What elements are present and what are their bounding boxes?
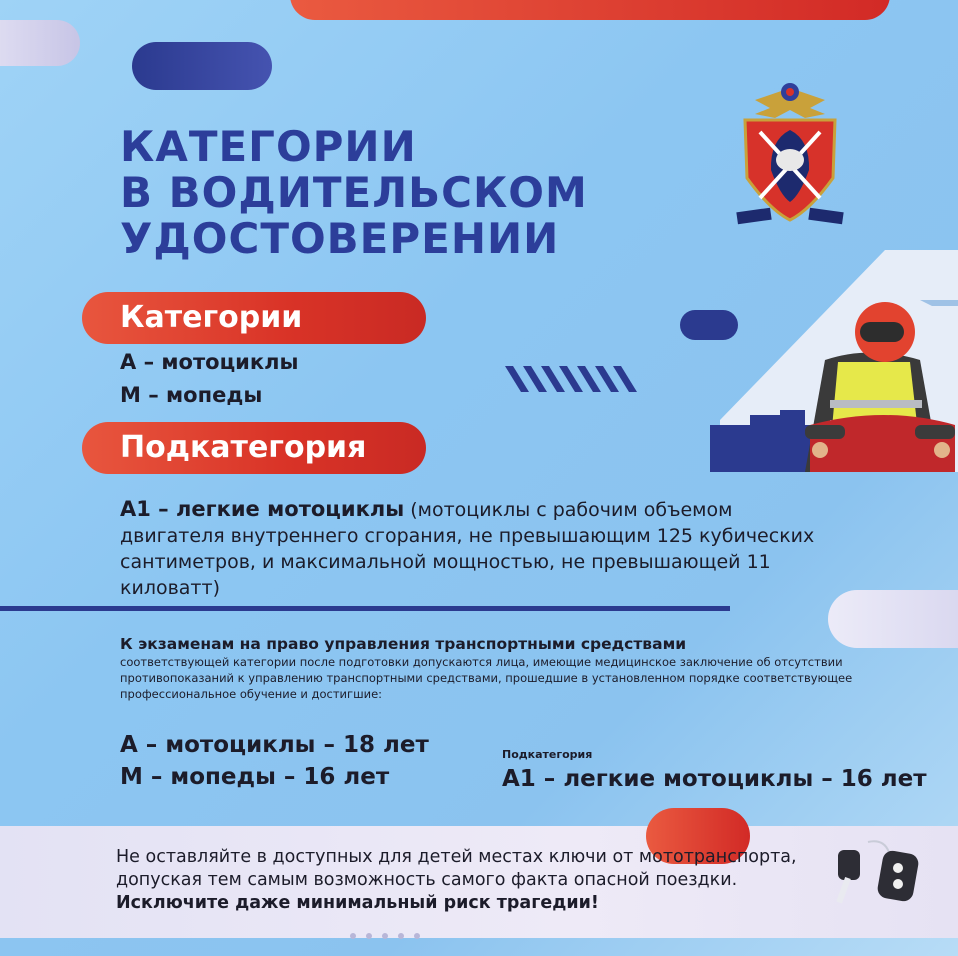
subcategory-details: (мотоциклы с рабочим объемом двигателя внутреннего сгорания, не превышающим 125 кубических сантиметров, и максимальной мощностью, не превышающей 11 киловатт) <box>120 499 815 599</box>
title-line-3: УДОСТОВЕРЕНИИ <box>120 214 560 263</box>
pagination-dot <box>366 933 372 939</box>
subcategory-name: А1 – легкие мотоциклы <box>120 497 405 521</box>
warning-emphasis: Исключите даже минимальный риск трагедии! <box>116 893 599 913</box>
pagination-dots <box>350 933 420 939</box>
subcategory-description <box>120 496 840 601</box>
subcategory-heading: Подкатегория <box>82 422 426 474</box>
exam-body: соответствующей категории после подготовки допускаются лица, имеющие медицинское заключение об отсутствии противопоказаний к управлению транспортными средствами, прошедшие в установленном порядке соответствующее профессиональное обучение и достигшие: <box>120 655 853 701</box>
page-title <box>120 124 588 262</box>
warning-message: Не оставляйте в доступных для детей местах ключи от мототранспорта, допуская тем самым возможность самого факта опасной поездки. <box>116 847 797 890</box>
age-subcategory-label: Подкатегория <box>502 748 593 761</box>
category-a: А – мотоциклы <box>120 350 299 374</box>
section-divider <box>0 606 730 611</box>
pagination-dot <box>382 933 388 939</box>
exam-requirements <box>120 634 890 702</box>
age-category-a: А – мотоциклы – 18 лет <box>120 732 429 758</box>
top-left-lavender-decor <box>0 20 80 66</box>
top-navy-pill-decor <box>132 42 272 90</box>
keys-icon <box>828 838 924 908</box>
age-subcategory-a1: А1 – легкие мотоциклы – 16 лет <box>502 766 927 792</box>
stripes-decor <box>505 366 645 392</box>
pagination-dot <box>350 933 356 939</box>
warning-text <box>116 846 816 915</box>
top-red-pill-decor <box>290 0 890 20</box>
pagination-dot <box>414 933 420 939</box>
exam-heading: К экзаменам на право управления транспортными средствами <box>120 635 687 653</box>
title-line-2: В ВОДИТЕЛЬСКОМ <box>120 168 588 217</box>
motorcyclist-icon <box>710 250 958 472</box>
title-line-1: КАТЕГОРИИ <box>120 122 417 171</box>
police-emblem-icon <box>735 70 845 230</box>
pagination-dot <box>398 933 404 939</box>
categories-heading: Категории <box>82 292 426 344</box>
age-category-m: М – мопеды – 16 лет <box>120 764 390 790</box>
category-m: М – мопеды <box>120 383 263 407</box>
